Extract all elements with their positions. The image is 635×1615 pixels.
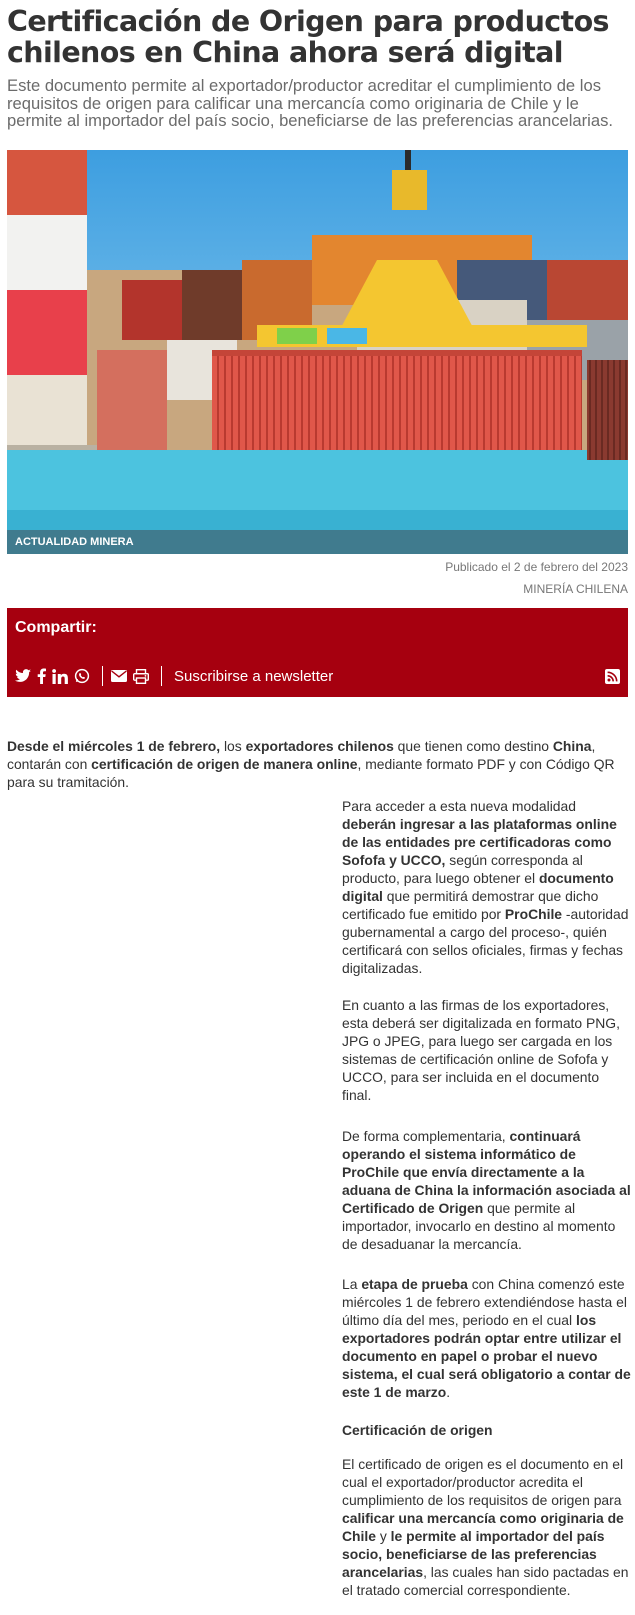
share-label: Compartir: bbox=[15, 619, 97, 636]
body-paragraph: Para acceder a esta nueva modalidad deberán ingresar a las plataformas online de las entidades pre certificadoras como Sofofa y UCCO, según corresponda al producto, para luego obtener el documento digital que permitirá demostrar que dicho certificado fue emitido por ProChile -autoridad gubernamental a cargo del proceso-, quién certificará con sellos oficiales, firmas y fechas digitalizadas. bbox=[342, 798, 629, 976]
article-subtitle: Este documento permite al exportador/productor acreditar el cumplimiento de los requisitos de origen para calificar una mercancía como originaria de Chile y le permite al importador del país socio, beneficiarse de las preferencias arancelarias. bbox=[7, 76, 613, 130]
body-paragraph: La etapa de prueba con China comenzó este miércoles 1 de febrero extendiéndose hasta el último día del mes, periodo en el cual los exportadores podrán optar entre utilizar el documento en papel o probar el nuevo sistema, el cual será obligatorio a contar de este 1 de marzo. bbox=[342, 1276, 631, 1400]
publish-date: Publicado el 2 de febrero del 2023 bbox=[445, 560, 628, 574]
body-paragraph: El certificado de origen es el documento en el cual el exportador/productor acredita el cumplimiento de los requisitos de origen para calificar una mercancía como originaria de Chile y le permite al importador del país socio, beneficiarse de las preferencias arancelarias, las cuales han sido pactadas en el tratado comercial correspondiente. bbox=[342, 1456, 629, 1598]
source-label: MINERÍA CHILENA bbox=[523, 582, 628, 596]
whatsapp-icon[interactable] bbox=[74, 666, 90, 686]
hero-image bbox=[7, 150, 628, 554]
newsletter-link[interactable]: Suscribirse a newsletter bbox=[174, 667, 334, 685]
linkedin-icon[interactable] bbox=[52, 666, 68, 686]
print-icon[interactable] bbox=[133, 666, 149, 686]
image-caption: ACTUALIDAD MINERA bbox=[7, 530, 628, 554]
rss-icon[interactable] bbox=[605, 669, 620, 684]
article-title: Certificación de Origen para productos chilenos en China ahora será digital bbox=[7, 5, 609, 69]
body-paragraph: De forma complementaria, continuará operando el sistema informático de ProChile que envía directamente a la aduana de China la información asociada al Certificado de Origen que permite al importador, invocarlo en destino al momento de desaduanar la mercancía. bbox=[342, 1128, 631, 1252]
section-heading: Certificación de origen bbox=[342, 1422, 493, 1438]
body-paragraph: En cuanto a las firmas de los exportadores, esta deberá ser digitalizada en formato PNG, JPG o JPEG, para luego ser cargada en los sistemas de certificación online de Sofofa y UCCO, para ser incluida en el documento final. bbox=[342, 997, 620, 1103]
email-icon[interactable] bbox=[111, 666, 127, 686]
facebook-icon[interactable] bbox=[37, 666, 46, 686]
share-bar bbox=[7, 608, 628, 697]
share-icons bbox=[15, 664, 333, 688]
share-divider bbox=[161, 666, 162, 686]
share-divider bbox=[102, 666, 103, 686]
article bbox=[7, 0, 631, 1598]
twitter-icon[interactable] bbox=[15, 666, 31, 686]
container-ship-photo bbox=[7, 150, 628, 554]
lead-paragraph: Desde el miércoles 1 de febrero, los exportadores chilenos que tienen como destino China, contarán con certificación de origen de manera online, mediante formato PDF y con Código QR para su tramitación. bbox=[7, 737, 615, 790]
